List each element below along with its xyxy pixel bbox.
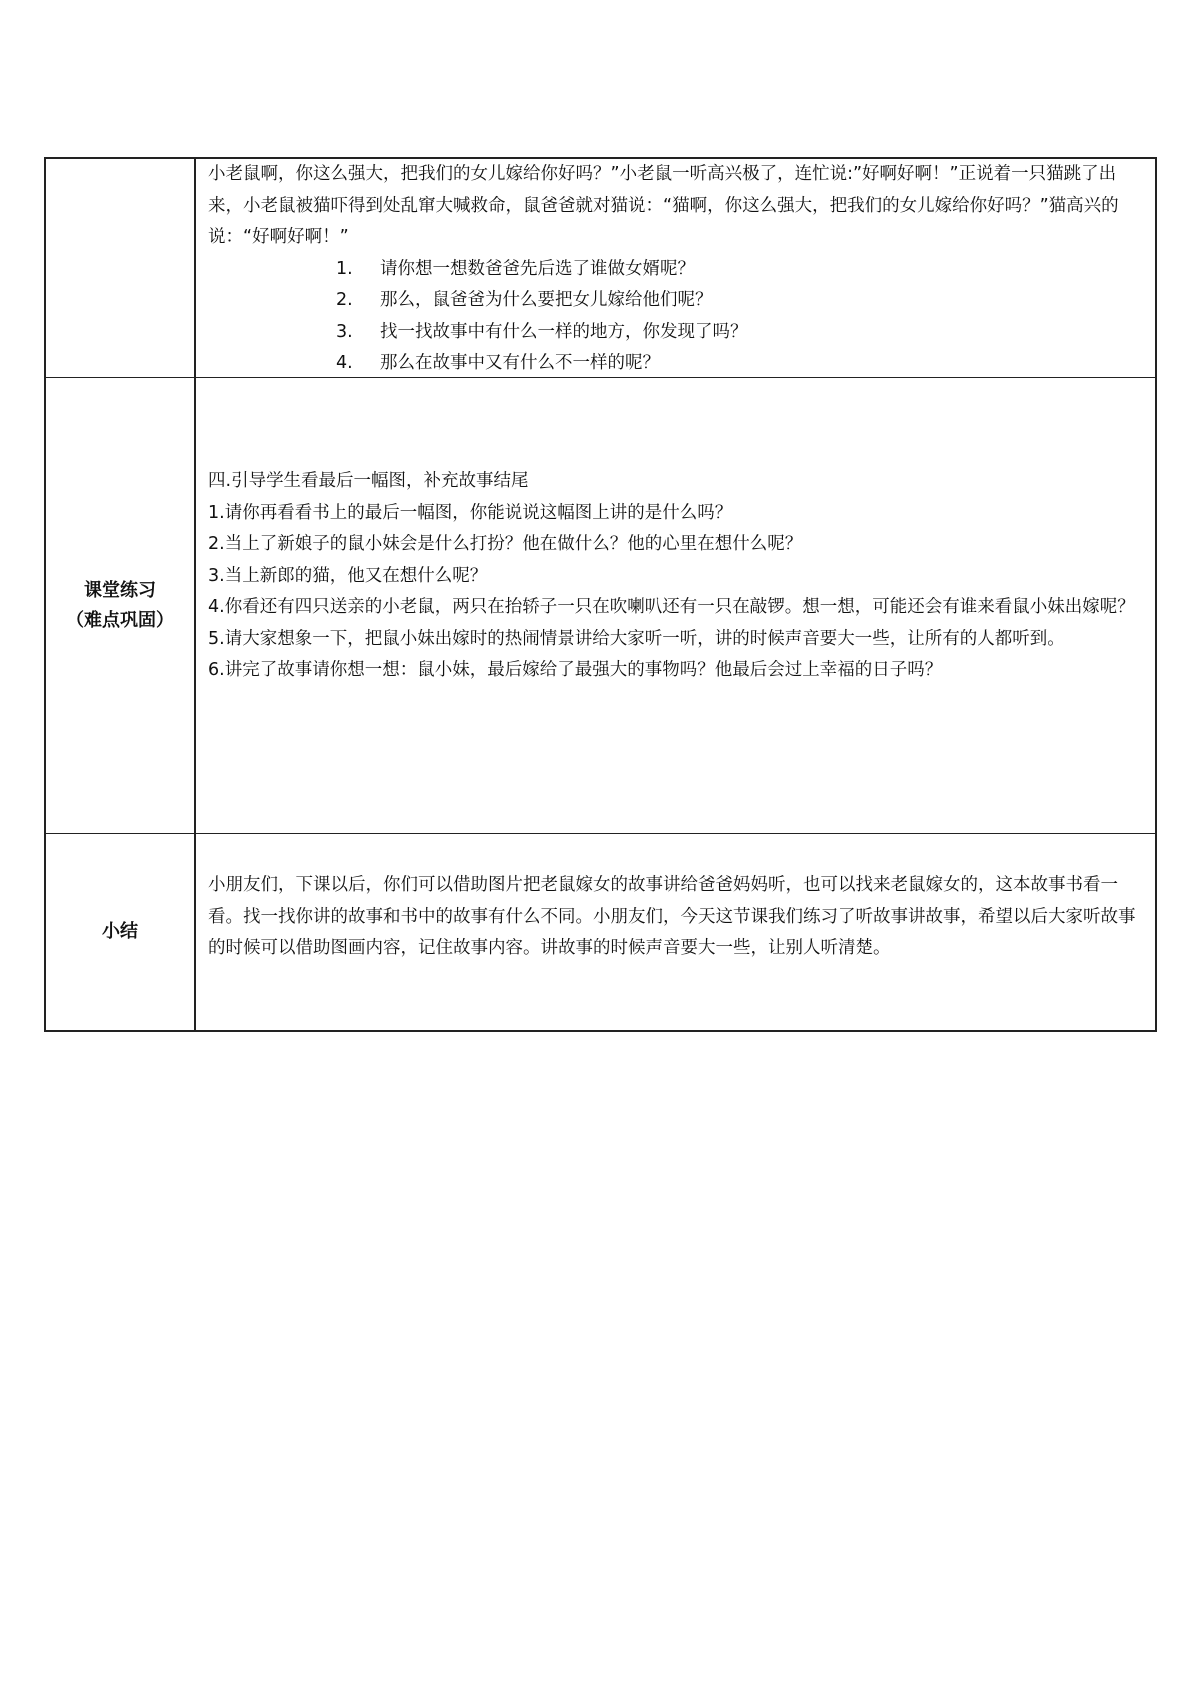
story-text: 小老鼠啊，你这么强大，把我们的女儿嫁给你好吗？”小老鼠一听高兴极了，连忙说:”好啊好啊！”正说着一只猫跳了出来，小老鼠被猫吓得到处乱窜大喊救命，鼠爸爸就对猫说：“猫啊，你这么强大，把我们的女儿嫁给你好吗？”猫高兴的说：“好啊好啊！” [208, 164, 1119, 247]
list-item: 4.你看还有四只送亲的小老鼠，两只在抬轿子一只在吹喇叭还有一只在敲锣。想一想，可能还会有谁来看鼠小妹出嫁呢？ [208, 597, 1135, 617]
practice-list [208, 498, 1143, 687]
lesson-plan-table [44, 157, 1157, 1032]
table-row [46, 159, 1155, 378]
table-row [46, 378, 1155, 834]
list-item: 3.当上新郎的猫，他又在想什么呢？ [208, 565, 488, 586]
list-item: 6.讲完了故事请你想一想：鼠小妹，最后嫁给了最强大的事物吗？他最后会过上幸福的日子吗？ [208, 660, 943, 680]
row-content [196, 159, 1155, 377]
row-content [196, 378, 1155, 833]
list-item: 4. 那么在故事中又有什么不一样的呢？ [336, 353, 660, 373]
list-item: 3. 找一找故事中有什么一样的地方，你发现了吗？ [336, 321, 748, 342]
list-item: 2. 那么，鼠爸爸为什么要把女儿嫁给他们呢？ [336, 290, 713, 310]
list-item: 1. 请你想一想数爸爸先后选了谁做女婿呢？ [336, 258, 695, 279]
row-label-line: 课堂练习 [84, 579, 156, 601]
list-item: 5.请大家想象一下，把鼠小妹出嫁时的热闹情景讲给大家听一听，讲的时候声音要大一些，让所有的人都听到。 [208, 628, 1065, 649]
row-label [46, 378, 196, 833]
row-content [196, 834, 1155, 1030]
row-label: 小结 [46, 834, 196, 1030]
list-item: 1.请你再看看书上的最后一幅图，你能说说这幅图上讲的是什么吗？ [208, 502, 733, 523]
row-label-empty [46, 159, 196, 377]
summary-text: 小朋友们，下课以后，你们可以借助图片把老鼠嫁女的故事讲给爸爸妈妈听，也可以找来老鼠嫁女的，这本故事书看一看。找一找你讲的故事和书中的故事有什么不同。小朋友们，今天这节课我们练习了听故事讲故事，希望以后大家听故事的时候可以借助图画内容，记住故事内容。讲故事的时候声音要大一些，让别人听清楚。 [208, 875, 1136, 958]
list-item: 2.当上了新娘子的鼠小妹会是什么打扮？他在做什么？他的心里在想什么呢？ [208, 534, 803, 554]
row-label-line: （难点巩固） [66, 609, 174, 631]
section-heading: 四.引导学生看最后一幅图，补充故事结尾 [208, 471, 529, 491]
table-row [46, 834, 1155, 1030]
question-list [208, 254, 1143, 380]
